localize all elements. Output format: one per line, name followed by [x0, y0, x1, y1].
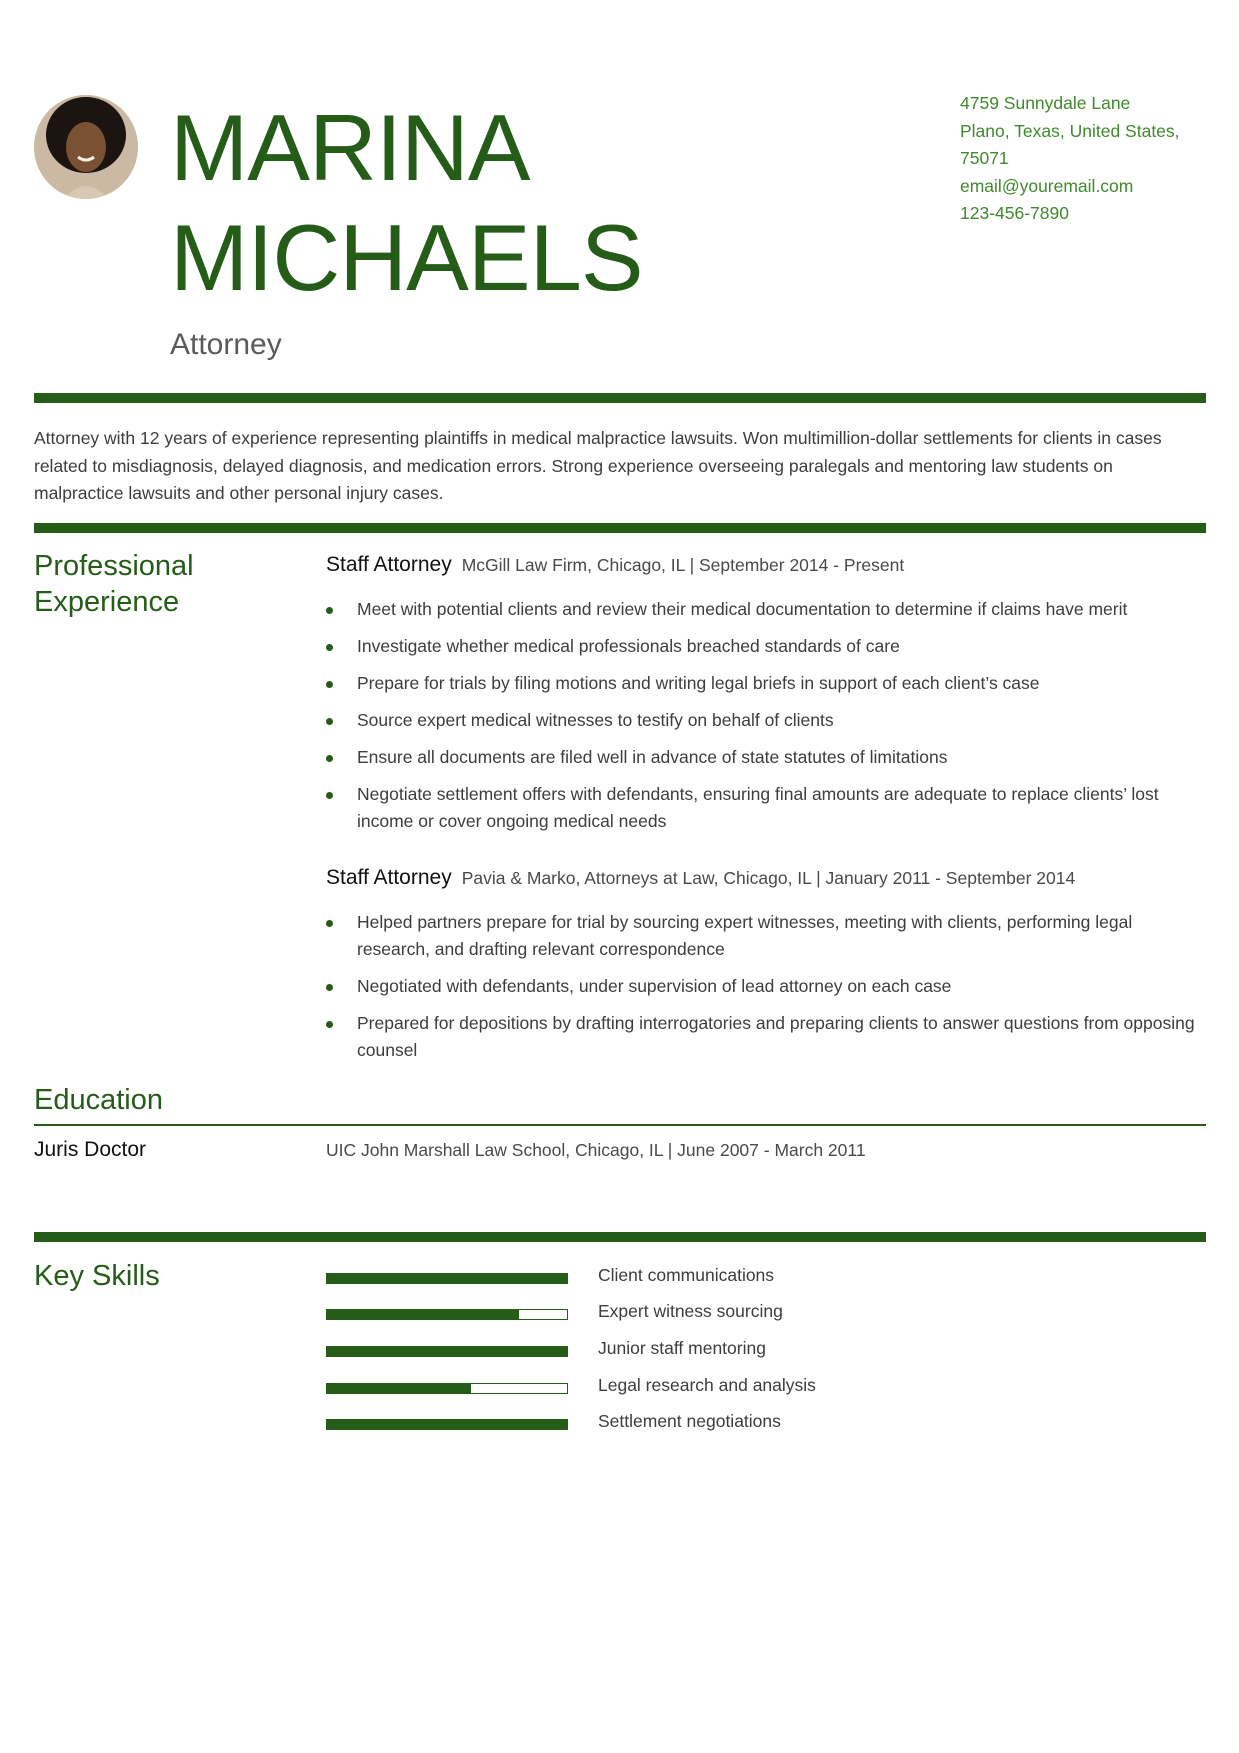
- bullet-icon: [326, 1021, 333, 1028]
- skill-level-bar: [326, 1346, 568, 1357]
- education-section-title: Education: [34, 1084, 163, 1116]
- skill-row: [326, 1413, 1206, 1437]
- skill-level-bar: [326, 1309, 568, 1320]
- list-item: Meet with potential clients and review their medical documentation to determine if claims have merit: [326, 596, 1206, 623]
- bullet-icon: [326, 920, 333, 927]
- bullet-icon: [326, 718, 333, 725]
- list-item: Helped partners prepare for trial by sourcing expert witnesses, meeting with clients, performing legal research, and drafting relevant correspondence: [326, 909, 1206, 963]
- last-name: MICHAELS: [170, 205, 643, 310]
- skill-row: [326, 1303, 1206, 1327]
- contact-street: 4759 Sunnydale Lane: [960, 93, 1131, 113]
- job-meta: Pavia & Marko, Attorneys at Law, Chicago, IL | January 2011 - September 2014: [461, 868, 1076, 888]
- job-bullets-2: [326, 909, 1206, 1074]
- list-item: Negotiate settlement offers with defendants, ensuring final amounts are adequate to replace clients’ lost income or cover ongoing medical needs: [326, 781, 1206, 835]
- job-role: Staff Attorney: [326, 866, 452, 889]
- bullet-icon: [326, 644, 333, 651]
- skill-label: Junior staff mentoring: [598, 1338, 766, 1358]
- bullet-icon: [326, 607, 333, 614]
- contact-city: Plano, Texas, United States,: [960, 120, 1180, 141]
- job-header-2: [326, 866, 1075, 890]
- job-header-1: [326, 553, 904, 577]
- skill-row: [326, 1377, 1206, 1401]
- skills-section-title: Key Skills: [34, 1260, 160, 1292]
- education-divider: [34, 1124, 1206, 1126]
- profile-photo: [34, 95, 138, 199]
- skill-level-fill: [327, 1384, 471, 1393]
- skill-level-bar: [326, 1419, 568, 1430]
- skill-level-bar: [326, 1273, 568, 1284]
- first-name: MARINA: [170, 95, 530, 200]
- skill-label: Expert witness sourcing: [598, 1301, 783, 1321]
- skill-level-fill: [327, 1310, 519, 1319]
- skill-row: [326, 1267, 1206, 1291]
- bullet-icon: [326, 984, 333, 991]
- education-degree: Juris Doctor: [34, 1138, 147, 1161]
- list-item: Prepare for trials by filing motions and writing legal briefs in support of each client’s case: [326, 670, 1206, 697]
- job-bullets-1: [326, 596, 1206, 845]
- list-item: Ensure all documents are filed well in advance of state statutes of limitations: [326, 744, 1206, 771]
- bullet-icon: [326, 755, 333, 762]
- contact-phone[interactable]: 123-456-7890: [960, 203, 1069, 223]
- skill-row: [326, 1340, 1206, 1364]
- bullet-icon: [326, 681, 333, 688]
- skill-label: Settlement negotiations: [598, 1411, 781, 1431]
- summary-text: Attorney with 12 years of experience representing plaintiffs in medical malpractice lawsuits. Won multimillion-dollar settlements for clients in cases related to misdiagnosis, delayed diagnosis, and medication errors. Strong experience overseeing paralegals and mentoring law students on malpractice lawsuits and other personal injury cases.: [34, 428, 1162, 503]
- skill-level-fill: [327, 1274, 567, 1283]
- list-item: Prepared for depositions by drafting interrogatories and preparing clients to answer questions from opposing counsel: [326, 1010, 1206, 1064]
- skill-level-bar: [326, 1383, 568, 1394]
- education-meta: UIC John Marshall Law School, Chicago, IL | June 2007 - March 2011: [326, 1140, 866, 1160]
- skill-label: Client communications: [598, 1265, 775, 1285]
- experience-section-title: Professional Experience: [34, 550, 194, 618]
- list-item: Source expert medical witnesses to testify on behalf of clients: [326, 707, 1206, 734]
- contact-email[interactable]: email@youremail.com: [960, 175, 1134, 196]
- job-role: Staff Attorney: [326, 553, 452, 576]
- skill-level-fill: [327, 1420, 567, 1429]
- skills-divider: [34, 1232, 1206, 1242]
- job-title: Attorney: [170, 328, 282, 361]
- job-meta: McGill Law Firm, Chicago, IL | September 2014 - Present: [461, 555, 905, 575]
- bullet-icon: [326, 792, 333, 799]
- list-item: Investigate whether medical professionals breached standards of care: [326, 633, 1206, 660]
- contact-zip: 75071: [960, 148, 1009, 168]
- header-divider: [34, 393, 1206, 403]
- skill-level-fill: [327, 1347, 567, 1356]
- summary-divider: [34, 523, 1206, 533]
- skill-label: Legal research and analysis: [598, 1375, 816, 1395]
- list-item: Negotiated with defendants, under supervision of lead attorney on each case: [326, 973, 1206, 1000]
- contact-info: [960, 90, 1200, 228]
